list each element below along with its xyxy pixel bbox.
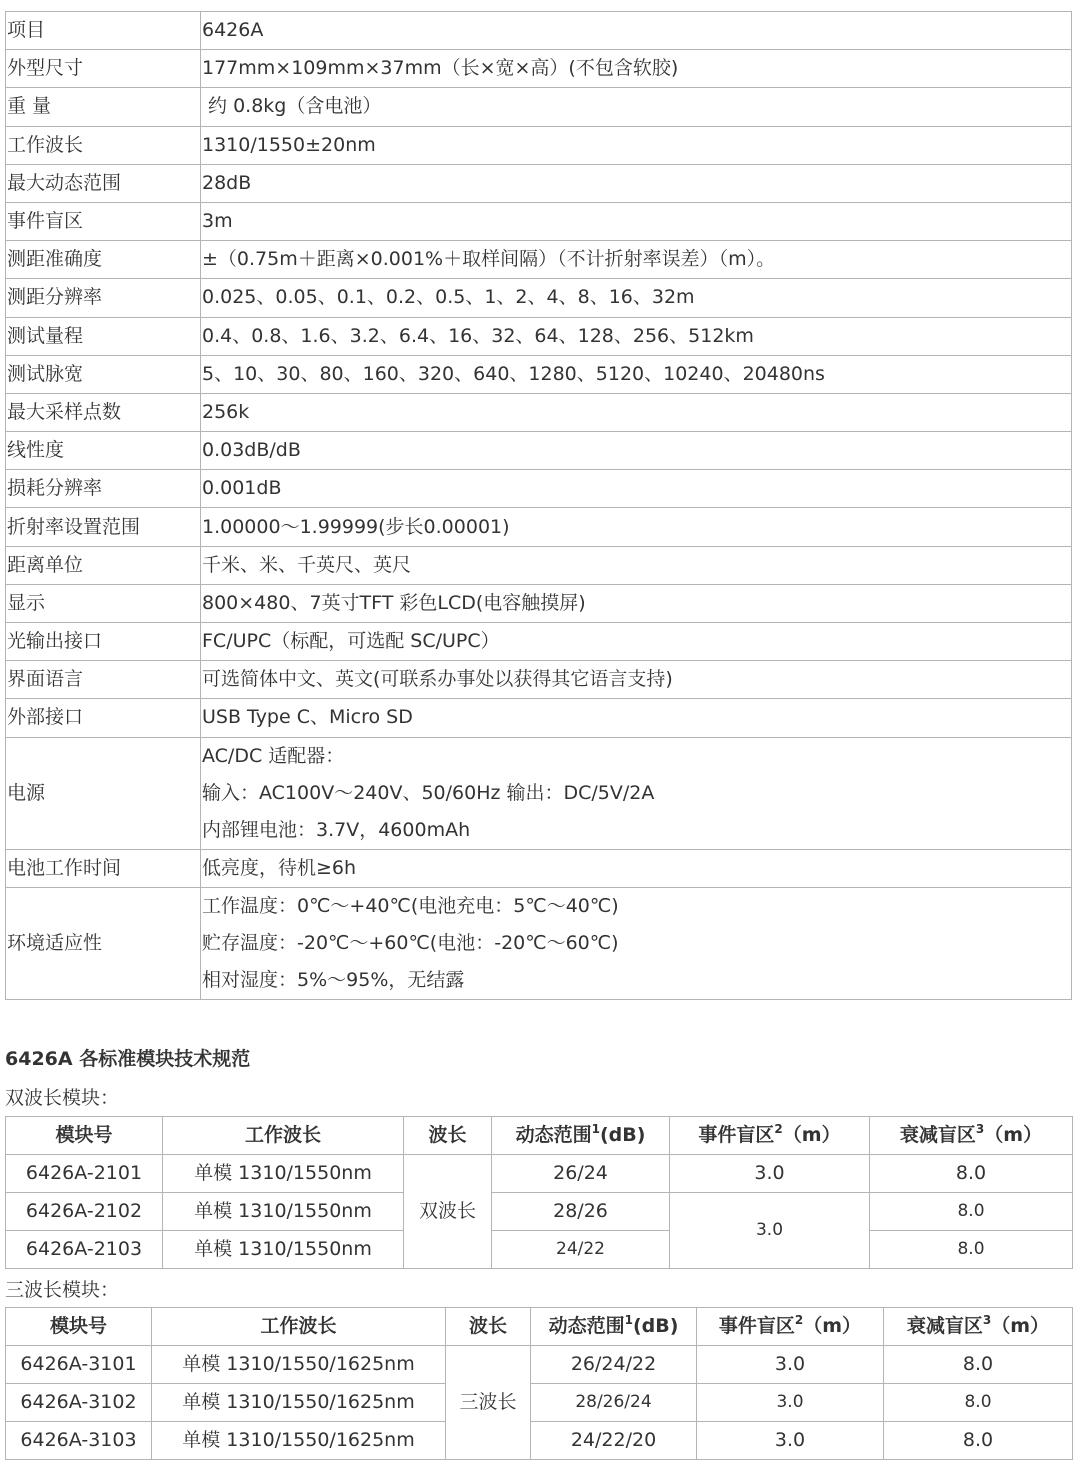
- cell-wavelength: 单模 1310/1550/1625nm: [152, 1384, 446, 1422]
- spec-value: 0.025、0.05、0.1、0.2、0.5、1、2、4、8、16、32m: [201, 279, 1072, 317]
- spec-row: [6, 699, 1072, 737]
- spec-row: [6, 470, 1072, 508]
- spec-row: [6, 546, 1072, 584]
- spec-table: [5, 11, 1072, 1000]
- table-row: [6, 1384, 1073, 1422]
- spec-value: 256k: [201, 393, 1072, 431]
- header-dynamic: 动态范围$^1$(dB): [531, 1308, 697, 1346]
- cell-atten: 8.0: [870, 1193, 1073, 1231]
- spec-row: [6, 355, 1072, 393]
- spec-row: [6, 50, 1072, 88]
- header-event: 事件盲区$^2$（m）: [670, 1117, 870, 1155]
- cell-event: 3.0: [697, 1422, 884, 1460]
- spec-label: 电源: [6, 737, 201, 849]
- cell-band: 三波长: [446, 1346, 531, 1460]
- header-atten: 衰减盲区$^3$（m）: [870, 1117, 1073, 1155]
- table-row: [6, 1155, 1073, 1193]
- spec-label: 外型尺寸: [6, 50, 201, 88]
- power-line: 内部锂电池：3.7V，4600mAh: [202, 818, 471, 841]
- spec-label: 工作波长: [6, 126, 201, 164]
- header-model: 模块号: [6, 1308, 152, 1346]
- header-band: 波长: [404, 1117, 492, 1155]
- cell-atten: 8.0: [870, 1155, 1073, 1193]
- header-band: 波长: [446, 1308, 531, 1346]
- cell-dynamic: 24/22: [492, 1231, 670, 1269]
- cell-model: 6426A-2103: [6, 1231, 163, 1269]
- spec-label: 重 量: [6, 88, 201, 126]
- spec-value: USB Type C、Micro SD: [201, 699, 1072, 737]
- spec-value: 0.4、0.8、1.6、3.2、6.4、16、32、64、128、256、512km: [201, 317, 1072, 355]
- spec-value: 低亮度，待机≥6h: [201, 849, 1072, 887]
- cell-atten: 8.0: [870, 1231, 1073, 1269]
- spec-label: 损耗分辨率: [6, 470, 201, 508]
- spec-value: 800×480、7英寸TFT 彩色LCD(电容触摸屏): [201, 584, 1072, 622]
- spec-label: 线性度: [6, 432, 201, 470]
- spec-row: [6, 88, 1072, 126]
- cell-wavelength: 单模 1310/1550nm: [163, 1155, 404, 1193]
- spec-label: 折射率设置范围: [6, 508, 201, 546]
- spec-label: 项目: [6, 12, 201, 50]
- table-row: [6, 1231, 1073, 1269]
- spec-value: 0.03dB/dB: [201, 432, 1072, 470]
- header-event: 事件盲区$^2$（m）: [697, 1308, 884, 1346]
- cell-dynamic: 26/24/22: [531, 1346, 697, 1384]
- spec-value: 千米、米、千英尺、英尺: [201, 546, 1072, 584]
- tri-module-table: [5, 1307, 1073, 1460]
- cell-event: 3.0: [670, 1155, 870, 1193]
- dual-module-table: [5, 1116, 1073, 1269]
- cell-model: 6426A-2101: [6, 1155, 163, 1193]
- cell-model: 6426A-3102: [6, 1384, 152, 1422]
- spec-row: [6, 126, 1072, 164]
- spec-row-power: [6, 737, 1072, 849]
- table-header-row: [6, 1308, 1073, 1346]
- spec-label: 界面语言: [6, 661, 201, 699]
- header-atten: 衰减盲区$^3$（m）: [884, 1308, 1073, 1346]
- power-line: AC/DC 适配器：: [202, 744, 345, 767]
- spec-row: [6, 279, 1072, 317]
- spec-label: 测距准确度: [6, 241, 201, 279]
- spec-value: FC/UPC（标配，可选配 SC/UPC）: [201, 623, 1072, 661]
- env-line: 工作温度：0℃～+40℃(电池充电：5℃～40℃): [202, 894, 619, 917]
- spec-label: 最大动态范围: [6, 164, 201, 202]
- spec-label: 事件盲区: [6, 202, 201, 240]
- cell-model: 6426A-3101: [6, 1346, 152, 1384]
- spec-row: [6, 317, 1072, 355]
- spec-value: 177mm×109mm×37mm（长×宽×高）(不包含软胶): [201, 50, 1072, 88]
- power-line: 输入：AC100V～240V、50/60Hz 输出：DC/5V/2A: [202, 781, 655, 804]
- spec-value: 3m: [201, 202, 1072, 240]
- spec-label: 测试脉宽: [6, 355, 201, 393]
- spec-label: 显示: [6, 584, 201, 622]
- env-line: 相对湿度：5%～95%，无结露: [202, 968, 465, 991]
- cell-event: 3.0: [697, 1384, 884, 1422]
- spec-value: 0.001dB: [201, 470, 1072, 508]
- spec-value: 可选简体中文、英文(可联系办事处以获得其它语言支持): [201, 661, 1072, 699]
- env-line: 贮存温度：-20℃～+60℃(电池：-20℃～60℃): [202, 931, 619, 954]
- header-wavelength: 工作波长: [163, 1117, 404, 1155]
- spec-value: 28dB: [201, 164, 1072, 202]
- table-header-row: [6, 1117, 1073, 1155]
- header-wavelength: 工作波长: [152, 1308, 446, 1346]
- cell-wavelength: 单模 1310/1550/1625nm: [152, 1346, 446, 1384]
- spec-row: [6, 584, 1072, 622]
- cell-dynamic: 24/22/20: [531, 1422, 697, 1460]
- spec-row-env: [6, 887, 1072, 999]
- spec-row: [6, 12, 1072, 50]
- spec-label: 外部接口: [6, 699, 201, 737]
- spec-row: [6, 849, 1072, 887]
- cell-event: 3.0: [697, 1346, 884, 1384]
- spec-value: ±（0.75m＋距离×0.001%＋取样间隔）（不计折射率误差）（m）。: [201, 241, 1072, 279]
- header-dynamic: 动态范围$^1$(dB): [492, 1117, 670, 1155]
- spec-label: 最大采样点数: [6, 393, 201, 431]
- header-model: 模块号: [6, 1117, 163, 1155]
- spec-value-multiline: [201, 737, 1072, 849]
- cell-atten: 8.0: [884, 1346, 1073, 1384]
- spec-row: [6, 241, 1072, 279]
- cell-wavelength: 单模 1310/1550nm: [163, 1193, 404, 1231]
- spec-label: 电池工作时间: [6, 849, 201, 887]
- spec-value: 5、10、30、80、160、320、640、1280、5120、10240、20480ns: [201, 355, 1072, 393]
- cell-wavelength: 单模 1310/1550nm: [163, 1231, 404, 1269]
- spec-row: [6, 164, 1072, 202]
- cell-event: 3.0: [670, 1193, 870, 1269]
- cell-wavelength: 单模 1310/1550/1625nm: [152, 1422, 446, 1460]
- spec-label: 测试量程: [6, 317, 201, 355]
- spec-label: 光输出接口: [6, 623, 201, 661]
- cell-band: 双波长: [404, 1155, 492, 1269]
- cell-atten: 8.0: [884, 1422, 1073, 1460]
- table-row: [6, 1346, 1073, 1384]
- table-row: [6, 1193, 1073, 1231]
- spec-row: [6, 393, 1072, 431]
- spec-value: 6426A: [201, 12, 1072, 50]
- cell-dynamic: 26/24: [492, 1155, 670, 1193]
- spec-row: [6, 432, 1072, 470]
- cell-model: 6426A-2102: [6, 1193, 163, 1231]
- spec-label: 距离单位: [6, 546, 201, 584]
- spec-label: 环境适应性: [6, 887, 201, 999]
- spec-value-multiline: [201, 887, 1072, 999]
- cell-model: 6426A-3103: [6, 1422, 152, 1460]
- spec-value: 1310/1550±20nm: [201, 126, 1072, 164]
- modules-title: 6426A 各标准模块技术规范: [5, 1048, 251, 1070]
- spec-row: [6, 508, 1072, 546]
- spec-value: 1.00000～1.99999(步长0.00001): [201, 508, 1072, 546]
- spec-row: [6, 661, 1072, 699]
- spec-row: [6, 623, 1072, 661]
- cell-dynamic: 28/26/24: [531, 1384, 697, 1422]
- tri-subtitle: 三波长模块：: [5, 1279, 120, 1301]
- spec-label: 测距分辨率: [6, 279, 201, 317]
- spec-row: [6, 202, 1072, 240]
- spec-value: 约 0.8kg（含电池）: [201, 88, 1072, 126]
- table-row: [6, 1422, 1073, 1460]
- cell-atten: 8.0: [884, 1384, 1073, 1422]
- dual-subtitle: 双波长模块：: [5, 1087, 120, 1109]
- cell-dynamic: 28/26: [492, 1193, 670, 1231]
